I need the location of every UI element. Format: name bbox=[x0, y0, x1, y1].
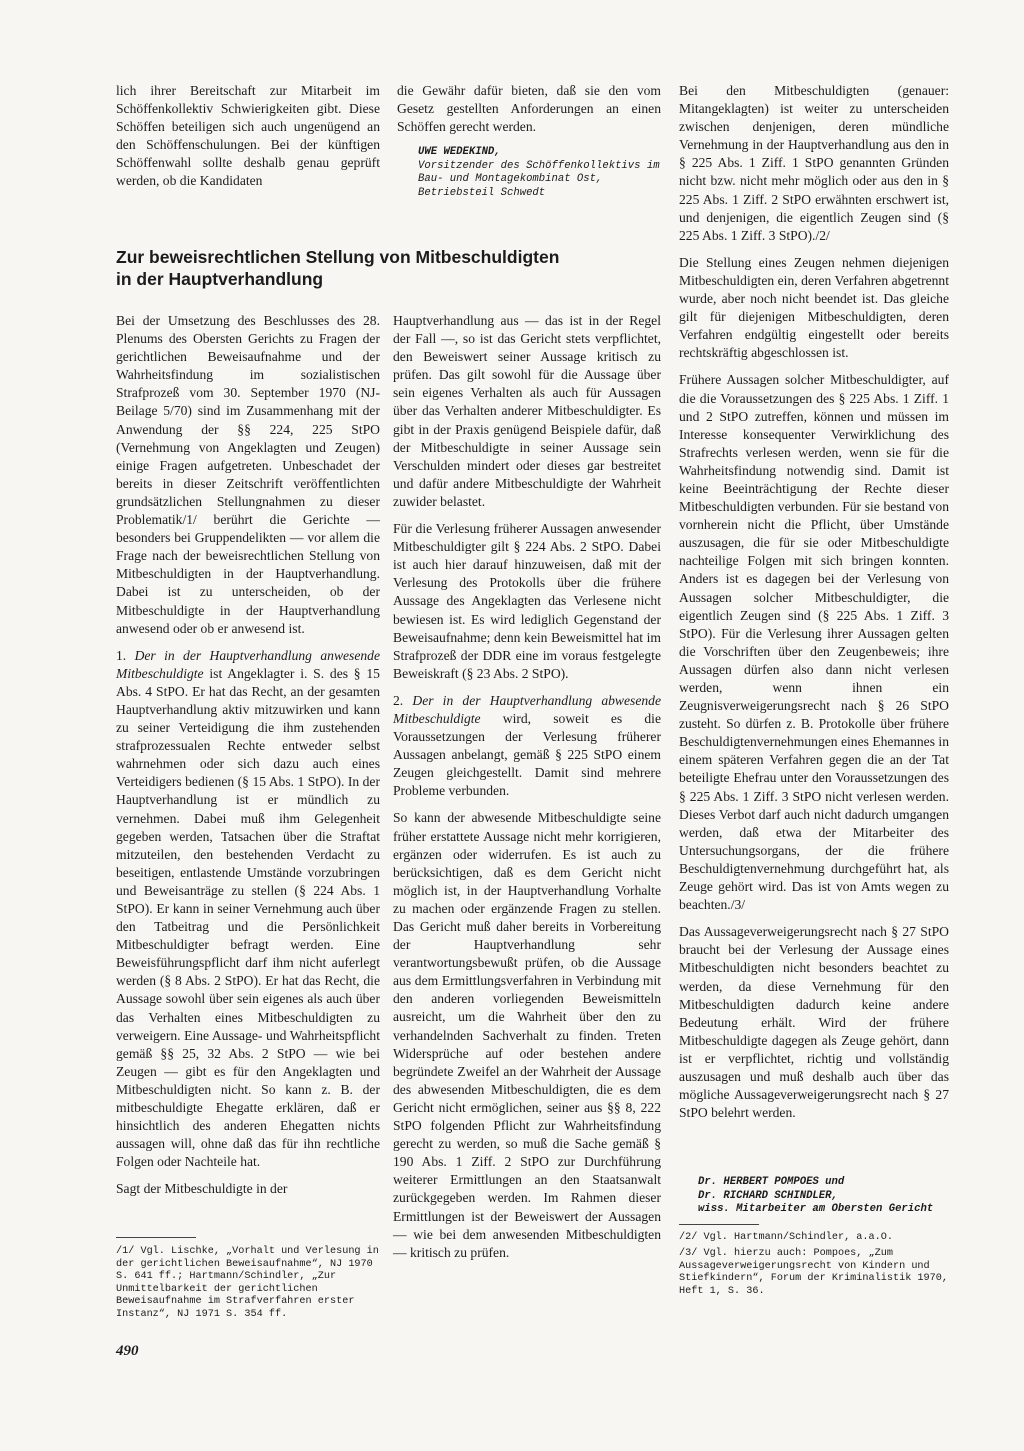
top-column-2 bbox=[397, 82, 661, 145]
top-column-1 bbox=[116, 82, 380, 200]
top-signature bbox=[418, 146, 668, 200]
signature-title: Vorsitzender des Schöffenkollektivs im Bau- und Montagekombinat Ost, Betriebsteil Schwedt bbox=[418, 159, 660, 199]
column-1 bbox=[116, 312, 380, 1208]
column-2 bbox=[393, 312, 661, 1271]
author-role: wiss. Mitarbeiter am Obersten Gericht bbox=[698, 1203, 934, 1215]
col2-para-3-num: 2. bbox=[393, 692, 404, 708]
col2-para-2: Für die Verlesung früherer Aussagen anwesender Mitbeschuldigter gilt § 224 Abs. 2 StPO. Dabei ist auch hier darauf hinzuweisen, daß mit der Verlesung des Protokolls über die frühere Aussage des Angeklagten das Verlesene nicht bewiesen ist. Es wird lediglich Gegenstand der Beweisaufnahme; denn kein Beweismittel hat im Strafprozeß der DDR eine im voraus festgelegte Beweiskraft (§ 23 Abs. 2 StPO). bbox=[393, 521, 661, 681]
col3-para-2: Die Stellung eines Zeugen nehmen diejenigen Mitbeschuldigten ein, deren Verfahren abgetrennt wurde, aber noch nicht beendet ist. Das gleiche gilt für diejenigen Mitbeschuldigten, deren Verfahren endgültig eingestellt oder bereits rechtskräftig abgeschlossen ist. bbox=[679, 254, 949, 361]
author-1: Dr. HERBERT POMPOES und bbox=[698, 1176, 845, 1188]
page-number: 490 bbox=[116, 1343, 139, 1359]
col2-para-3-text: wird, soweit es die Voraussetzungen der Verlesung früherer Aussagen anbelangt, gemäß § 225 StPO einem Zeugen gleichgestellt. Damit sind mehrere Probleme verbunden. bbox=[393, 710, 661, 799]
col1-para-2-num: 1. bbox=[116, 647, 127, 663]
col2-para-3 bbox=[393, 692, 661, 801]
signature-name: UWE WEDEKIND, bbox=[418, 146, 501, 158]
author-2: Dr. RICHARD SCHINDLER, bbox=[698, 1189, 838, 1202]
footnote-2: /2/ Vgl. Hartmann/Schindler, a.a.O. bbox=[679, 1232, 893, 1243]
col2-para-4: So kann der abwesende Mitbeschuldigte seine früher erstattete Aussage nicht mehr korrigieren, ergänzen oder widerrufen. Es ist auch zu berücksichtigen, daß es dem Gericht nicht möglich ist, in der Hauptverhandlung Vorhalte zu machen oder ergänzende Fragen zu stellen. Das Gericht muß daher bereits in Vorbereitung der Hauptverhandlung sehr verantwortungsbewußt prüfen, ob die Aussage aus dem Ermittlungsverfahren in Verbindung mit den anderen vorliegenden Beweismitteln ausreicht, um die Wahrheit über den zu verhandelnden Sachverhalt zu finden. Treten Widersprüche auf oder bestehen andere begründete Zweifel an der Wahrheit der Aussage des abwesenden Mitbeschuldigten, die es dem Gericht nicht ermöglichen, seiner aus §§ 8, 222 StPO folgenden Pflicht zur Wahrheitsfindung gerecht zu werden, so muß die Sache gemäß § 190 Abs. 1 Ziff. 2 StPO zur Durchführung weiterer Ermittlungen an den Staatsanwalt zurückgegeben werden. Im Rahmen dieser Ermittlungen ist der Beweiswert der Aussagen — wie bei dem anwesenden Mitbeschuldigten — kritisch zu prüfen. bbox=[393, 810, 661, 1260]
col3-para-3: Frühere Aussagen solcher Mitbeschuldigter, auf die die Voraussetzungen des § 225 Abs. 1 Ziff. 1 und 2 StPO zutreffen, können und müssen im Interesse konsequenter Verwirklichung des Strafrechts verlesen werden, wenn sie für die Wahrheitsfindung notwendig sind. Damit ist keine Beeinträchtigung der Rechte dieser Mitbeschuldigten verbunden. Für sie bestand von vornherein nicht die Pflicht, über Umstände auszusagen, die für sie oder Mitbeschuldigte nachteilige Folgen mit sich bringen konnten. Anders ist es dagegen bei der Verlesung von Aussagen solcher Mitbeschuldigter, die eigentlich Zeugen sind (§ 225 Abs. 1 Ziff. 3 StPO). Für die Verlesung ihrer Aussagen gelten die Vorschriften über den Zeugenbeweis; ihre Aussagen dürfen also dann nicht verlesen werden, wenn ihnen ein Zeugnisverweigerungsrecht nach § 26 StPO zusteht. So dürfen z. B. Protokolle über frühere Beschuldigtenvernehmungen eines Ehemannes in einem späteren Verfahren gegen die an der Tat beteiligte Ehefrau unter den Voraussetzungen des § 225 Abs. 1 Ziff. 3 StPO nicht verlesen werden. Dieses Verbot darf auch nicht dadurch umgangen werden, daß etwa der Mitarbeiter des Untersuchungsorgans, der die frühere Beschuldigtenvernehmung durchgeführt hat, als Zeuge gehört wird. Das ist von Amts wegen zu beachten./3/ bbox=[679, 372, 949, 913]
footnote-3: /3/ Vgl. hierzu auch: Pompoes, „Zum Aussageverweigerungsrecht von Kindern und Stiefkindern“, Forum der Kriminalistik 1970, Heft 1, S. 36. bbox=[679, 1248, 948, 1297]
article-authors bbox=[698, 1176, 958, 1217]
col3-para-4: Das Aussageverweigerungsrecht nach § 27 StPO braucht bei der Verlesung der Aussage eines Mitbeschuldigten nicht besonders beachtet zu werden, da diese Vernehmung für den Mitbeschuldigten dadurch keine andere Bedeutung erhält. Wird der frühere Mitbeschuldigte dagegen als Zeuge gehört, dann ist er verpflichtet, richtig und vollständig auszusagen und muß deshalb auch über das mögliche Aussageverweigerungsrecht nach § 27 StPO belehrt werden. bbox=[679, 924, 949, 1121]
article-title-line2: in der Hauptverhandlung bbox=[116, 269, 324, 289]
col1-para-1: Bei der Umsetzung des Beschlusses des 28. Plenums des Obersten Gerichts zu Fragen der gerichtlichen Beweisaufnahme und der Wahrheitsfindung im sozialistischen Strafprozeß vom 30. September 1970 (NJ-Beilage 5/70) sind im Zusammenhang mit der Anwendung der §§ 224, 225 StPO (Vernehmung von Angeklagten und Zeugen) einige Fragen aufgetreten. Unbeschadet der bereits in dieser Zeitschrift veröffentlichten grundsätzlichen Stellungnahmen zu dieser Problematik/1/ berührt die Gerichte — besonders bei Gruppendelikten — vor allem die Frage nach der beweisrechtlichen Stellung von Mitbeschuldigten in der Hauptverhandlung. Dabei ist zu unterscheiden, ob der Mitbeschuldigte in der Hauptverhandlung anwesend oder ob er anwesend ist. bbox=[116, 313, 380, 636]
col1-para-2 bbox=[116, 647, 380, 1172]
footnote-1: /1/ Vgl. Lischke, „Vorhalt und Verlesung in der gerichtlichen Beweisaufnahme“, NJ 1970 S. 641 ff.; Hartmann/Schindler, „Zur Unmittelbarkeit der gerichtlichen Beweisaufnahme im Strafverfahren erster Instanz“, NJ 1971 S. 354 ff. bbox=[116, 1246, 379, 1320]
col2-para-3-heading: Der in der Hauptverhandlung abwesende Mitbeschuldigte bbox=[393, 692, 661, 726]
col2-para-1: Hauptverhandlung aus — das ist in der Regel der Fall —, so ist das Gericht stets verpflichtet, den Beweiswert seiner Aussage kritisch zu prüfen. Das gilt sowohl für die Aussage über sein eigenes Verhalten als auch für Aussagen über das Verhalten anderer Mitbeschuldigter. Es gibt in der Praxis genügend Beispiele dafür, daß der Mitbeschuldigte in seiner Aussage sein Verschulden mindert oder dieses gar bestreitet und dafür andere Mitbeschuldigte der Wahrheit zuwider belastet. bbox=[393, 313, 661, 509]
col1-para-2-heading: Der in der Hauptverhandlung anwesende Mitbeschuldigte bbox=[116, 647, 380, 681]
col1-para-2-text: ist Angeklagter i. S. des § 15 Abs. 4 StPO. Er hat das Recht, an der gesamten Hauptverhandlung aktiv mitzuwirken und kann zu seiner Verteidigung die ihm zustehenden strafprozessualen Rechte entweder selbst wahrnehmen oder sich dazu auch eines Verteidigers bedienen (§ 15 Abs. 1 StPO). In der Hauptverhandlung ist er mündlich zu vernehmen. Dabei muß ihm Gelegenheit gegeben werden, Tatsachen über die Straftat mitzuteilen, den bestehenden Verdacht zu beseitigen, entlastende Umstände vorzubringen und Beweisanträge zu stellen (§ 224 Abs. 1 StPO). Er kann in seiner Vernehmung auch über den Tatbeitrag und die Persönlichkeit Mitbeschuldigter befragt werden. Eine Beweisführungspflicht darf ihm nicht auferlegt werden (§ 8 Abs. 2 StPO). Er hat das Recht, die Aussage sowohl über sein eigenes als auch über das Verhalten eines Mitbeschuldigten zu verweigern. Eine Aussage- und Wahrheitspflicht gemäß §§ 25, 32 Abs. 2 StPO — wie bei Zeugen — gibt es für den Angeklagten und Mitbeschuldigten nicht. So kann z. B. der mitbeschuldigte Ehegatte erklären, daß er hinsichtlich des anderen Ehegatten nichts aussagen will, ohne daß das für ihn rechtliche Folgen oder Nachteile hat. bbox=[116, 665, 380, 1170]
article-title bbox=[116, 246, 676, 290]
top-col2-text: die Gewähr dafür bieten, daß sie den vom Gesetz gestellten Anforderungen an einen Schöffen gerecht werden. bbox=[397, 83, 661, 135]
column-3 bbox=[679, 82, 949, 1131]
top-col1-text: lich ihrer Bereitschaft zur Mitarbeit im Schöffenkollektiv Schwierigkeiten gibt. Diese Schöffen beteiligen sich auch ungenügend an den Schöffenschulungen. Bei der künftigen Schöffenwahl sollte deshalb genau geprüft werden, ob die Kandidaten bbox=[116, 83, 380, 189]
col1-para-3: Sagt der Mitbeschuldigte in der bbox=[116, 1181, 288, 1197]
col3-para-1: Bei den Mitbeschuldigten (genauer: Mitangeklagten) ist weiter zu unterscheiden zwischen denjenigen, deren mündliche Vernehmung in der Hauptverhandlung aus den in § 225 Abs. 1 Ziff. 1 StPO genannten Gründen nicht bzw. nicht mehr möglich oder aus den in § 225 Abs. 1 Ziff. 2 StPO erwähnten erschwert ist, und denjenigen, die eigentlich Zeugen sind (§ 225 Abs. 1 Ziff. 3 StPO)./2/ bbox=[679, 83, 949, 243]
footnote-rule-right bbox=[679, 1224, 759, 1225]
article-title-line1: Zur beweisrechtlichen Stellung von Mitbeschuldigten bbox=[116, 247, 560, 267]
footnote-rule-left bbox=[116, 1237, 196, 1238]
